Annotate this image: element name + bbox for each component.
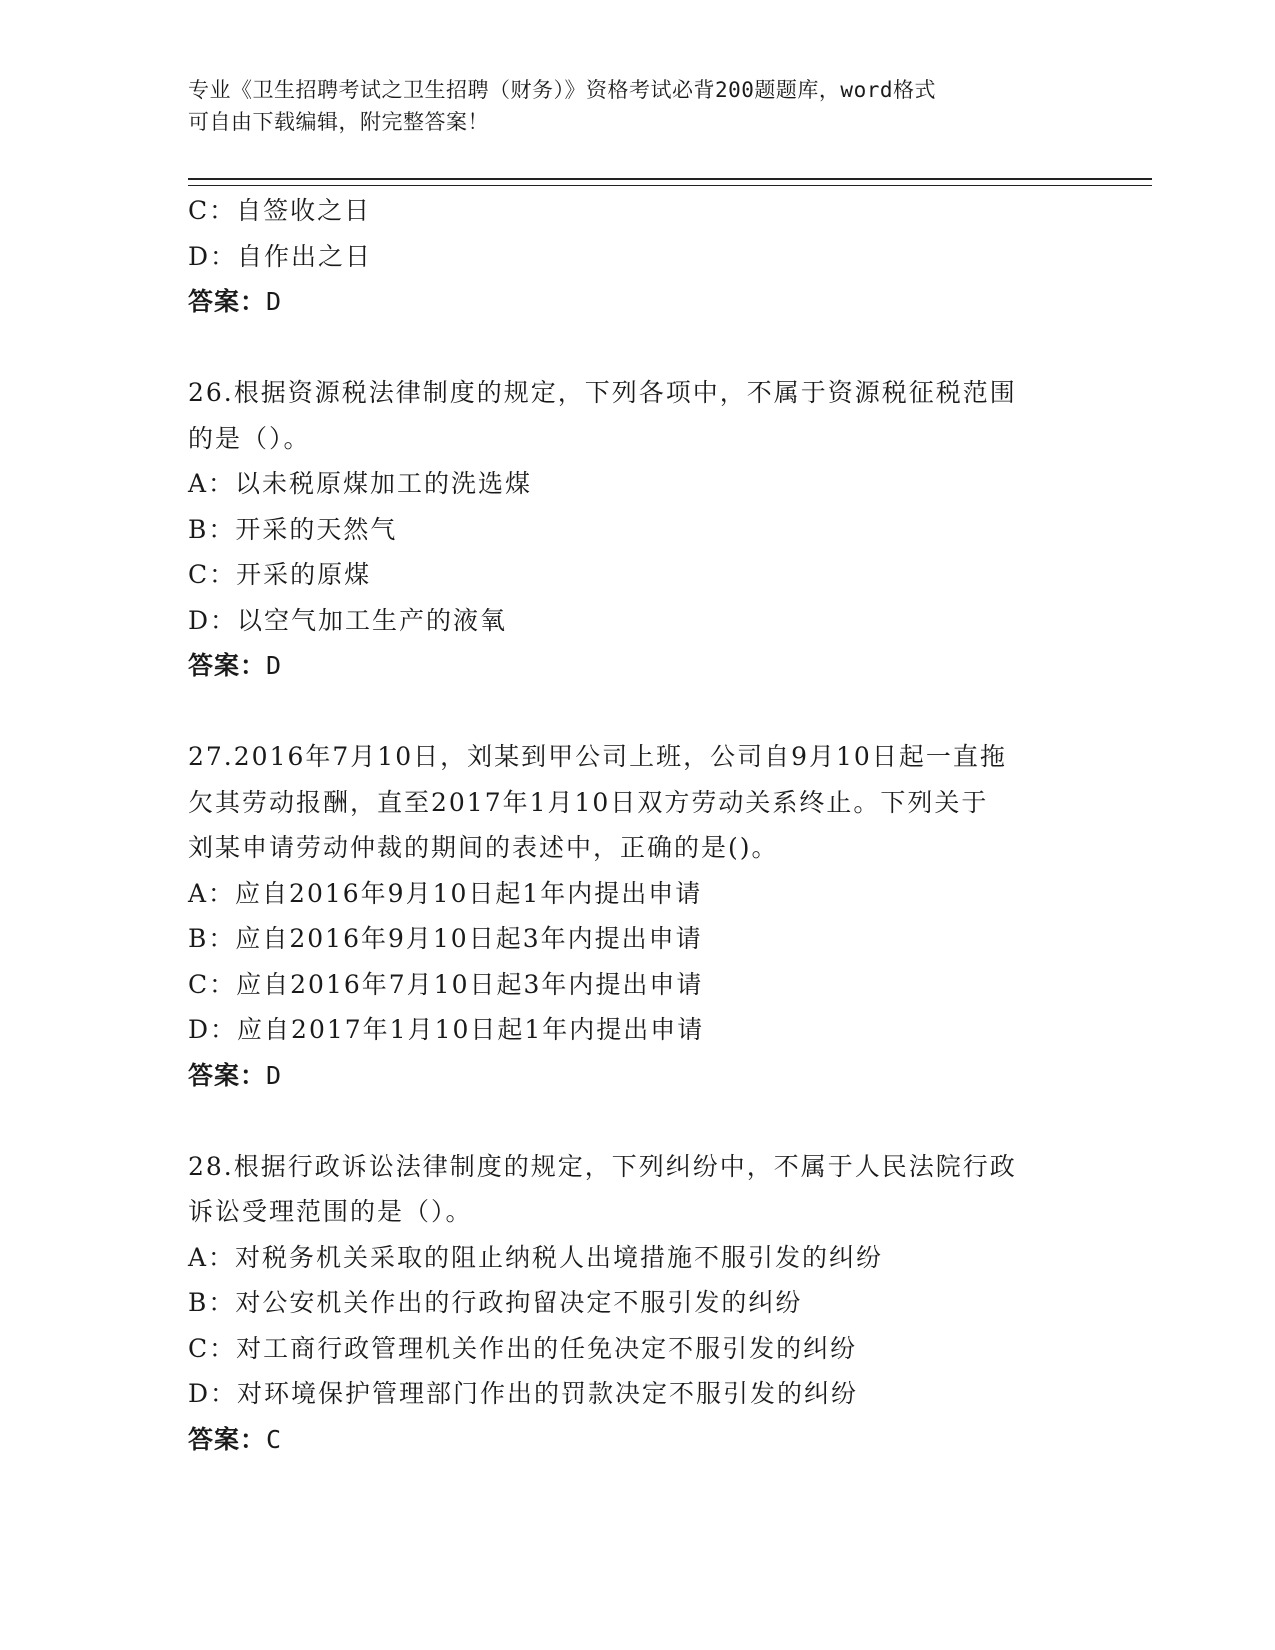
option-line: A：以未税原煤加工的洗选煤 — [188, 469, 533, 498]
option-line: B：对公安机关作出的行政拘留决定不服引发的纠纷 — [188, 1288, 803, 1317]
option-line: C：开采的原煤 — [188, 560, 372, 589]
answer-value: D — [266, 1060, 283, 1090]
option-line: C：应自2016年7月10日起3年内提出申请 — [188, 969, 704, 999]
header-rule — [188, 178, 1152, 186]
question-27 — [188, 734, 1088, 1098]
option-line: A：对税务机关采取的阻止纳税人出境措施不服引发的纠纷 — [188, 1242, 884, 1272]
spacer — [188, 689, 1088, 735]
answer-label: 答案： — [188, 651, 267, 680]
option-line: D：应自2017年1月10日起1年内提出申请 — [188, 1015, 705, 1044]
question-text: 刘某申请劳动仲裁的期间的表述中，正确的是()。 — [188, 833, 779, 862]
question-26 — [188, 370, 1088, 689]
header-line-2: 可自由下载编辑，附完整答案！ — [188, 110, 489, 134]
option-line: B：应自2016年9月10日起3年内提出申请 — [188, 924, 703, 953]
answer-label: 答案： — [188, 1060, 267, 1090]
page-header — [188, 74, 1088, 138]
answer-line — [188, 279, 1088, 325]
question-text: 欠其劳动报酬，直至2017年1月10日双方劳动关系终止。下列关于 — [188, 787, 989, 817]
answer-value: C — [266, 1424, 283, 1454]
previous-question-tail — [188, 188, 1088, 325]
question-text: 诉讼受理范围的是（）。 — [188, 1197, 473, 1226]
answer-line — [188, 1053, 1088, 1099]
answer-value: D — [266, 287, 283, 316]
answer-label: 答案： — [188, 1424, 267, 1454]
option-line: D：对环境保护管理部门作出的罚款决定不服引发的纠纷 — [188, 1379, 859, 1408]
document-body — [188, 188, 1088, 1462]
answer-line — [188, 643, 1088, 689]
option-line: C：自签收之日 — [188, 196, 372, 225]
spacer — [188, 325, 1088, 371]
option-line: C：对工商行政管理机关作出的任免决定不服引发的纠纷 — [188, 1333, 858, 1363]
question-28 — [188, 1144, 1088, 1463]
answer-value: D — [266, 651, 283, 680]
question-text: 的是（）。 — [188, 423, 311, 453]
option-line: D：以空气加工生产的液氧 — [188, 605, 508, 635]
question-text: 26.根据资源税法律制度的规定，下列各项中，不属于资源税征税范围 — [188, 378, 1017, 407]
header-line-1: 专业《卫生招聘考试之卫生招聘（财务）》资格考试必背200题题库，word格式 — [188, 78, 936, 102]
answer-line — [188, 1417, 1088, 1463]
option-line: B：开采的天然气 — [188, 514, 398, 544]
answer-label: 答案： — [188, 287, 267, 316]
option-line: D：自作出之日 — [188, 241, 373, 271]
spacer — [188, 1098, 1088, 1144]
question-text: 28.根据行政诉讼法律制度的规定，下列纠纷中，不属于人民法院行政 — [188, 1151, 1017, 1181]
question-text: 27.2016年7月10日，刘某到甲公司上班，公司自9月10日起一直拖 — [188, 742, 1007, 771]
option-line: A：应自2016年9月10日起1年内提出申请 — [188, 878, 703, 908]
